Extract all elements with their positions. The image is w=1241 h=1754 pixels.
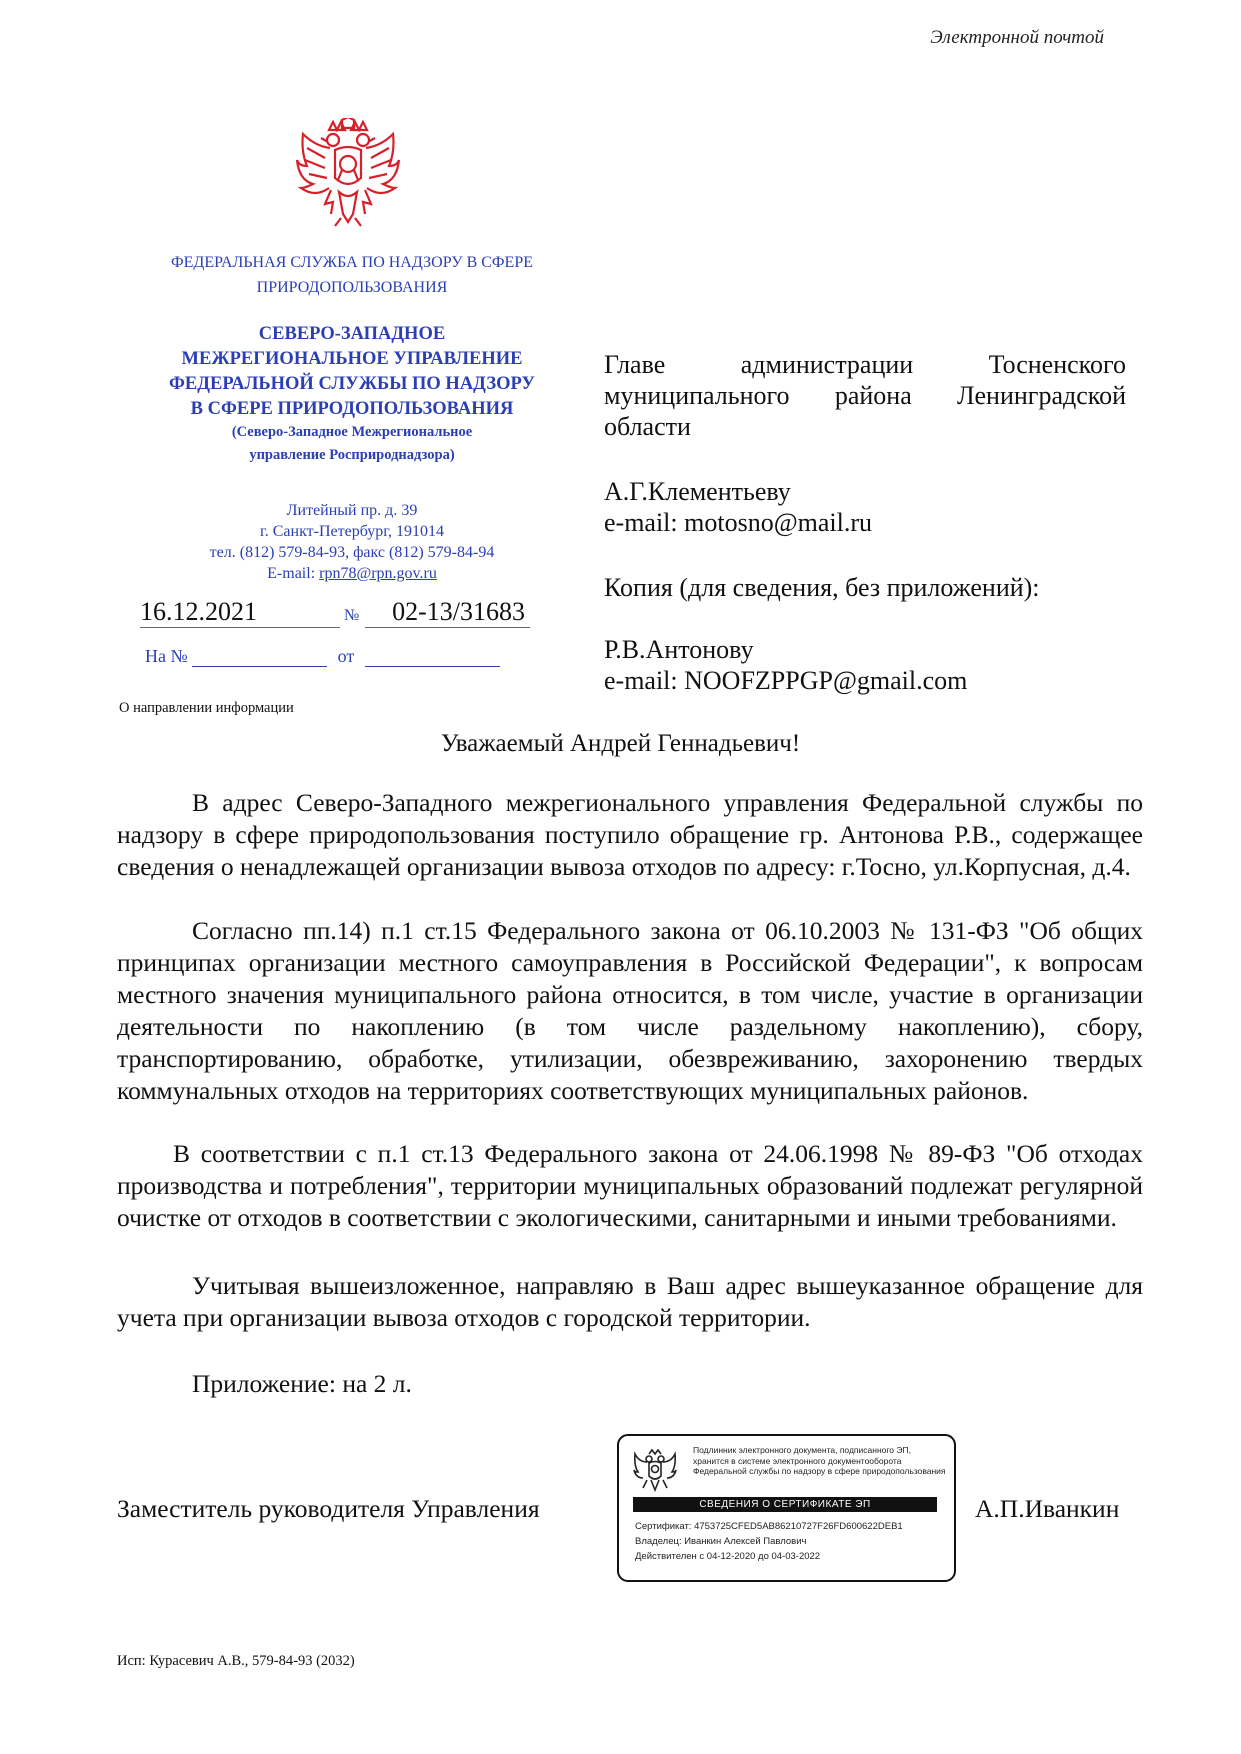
recipient-head: Главе администрации Тосненского муниципального района Ленинградской области <box>604 350 1126 441</box>
registration-line <box>137 597 577 633</box>
copy-recipient-email: e-mail: NOOFZPPGP@gmail.com <box>604 666 968 695</box>
reference-date-blank <box>365 652 500 667</box>
stamp-certificate-details <box>635 1519 951 1564</box>
delivery-method: Электронной почтой <box>930 27 1104 48</box>
department-line: МЕЖРЕГИОНАЛЬНОЕ УПРАВЛЕНИЕ <box>181 349 523 369</box>
sender-agency <box>137 250 567 300</box>
salutation: Уважаемый Андрей Геннадьевич! <box>440 730 801 757</box>
stamp-validity: Действителен с 04-12-2020 до 04-03-2022 <box>635 1551 821 1562</box>
signer-name: А.П.Иванкин <box>975 1494 1120 1523</box>
recipient-name: А.Г.Клементьеву <box>604 477 791 506</box>
executor-line: Исп: Курасевич А.В., 579-84-93 (2032) <box>117 1653 355 1669</box>
reference-from-label: от <box>337 646 355 666</box>
registration-date: 16.12.2021 <box>140 597 340 628</box>
recipient-email: e-mail: motosno@mail.ru <box>604 508 873 537</box>
body-paragraph: В соответствии с п.1 ст.13 Федерального закона от 24.06.1998 № 89-ФЗ "Об отходах производства и потребления", территории муниципальных образований подлежат регулярной очистке от отходов в соответствии с экологическими, санитарными и иными требованиями. <box>117 1139 1143 1232</box>
department-line: ФЕДЕРАЛЬНОЙ СЛУЖБЫ ПО НАДЗОРУ <box>169 374 535 394</box>
body-paragraph: Учитывая вышеизложенное, направляю в Ваш адрес вышеуказанное обращение для учета при организации вывоза отходов с городской территории. <box>117 1271 1143 1332</box>
department-line: В СФЕРЕ ПРИРОДОПОЛЬЗОВАНИЯ <box>190 399 514 419</box>
stamp-note: Подлинник электронного документа, подписанного ЭП, хранится в системе электронного документооборота Федеральной службы по надзору в сфере природопользования <box>693 1445 946 1476</box>
signer-title: Заместитель руководителя Управления <box>117 1494 540 1523</box>
sender-department <box>137 322 567 422</box>
stamp-emblem-icon <box>633 1448 677 1492</box>
reference-line <box>145 646 500 667</box>
copy-recipient-name: Р.В.Антонову <box>604 635 754 664</box>
stamp-owner: Владелец: Иванкин Алексей Павлович <box>635 1536 807 1547</box>
stamp-certificate: Сертификат: 4753725CFED5AB86210727F26FD600622DEB1 <box>635 1521 903 1532</box>
reference-number-blank <box>192 652 327 667</box>
reference-number-label: На № <box>145 646 188 666</box>
sender-address <box>137 500 567 584</box>
copy-recipient-block <box>604 634 1126 696</box>
email-label: E-mail: <box>267 565 320 582</box>
agency-line: ПРИРОДОПОЛЬЗОВАНИЯ <box>256 279 448 296</box>
recipient-name-block <box>604 476 1126 538</box>
address-city: г. Санкт-Петербург, 191014 <box>259 523 444 540</box>
copy-label: Копия (для сведения, без приложений): <box>604 573 1040 602</box>
address-phone: тел. (812) 579-84-93, факс (812) 579-84-94 <box>209 544 495 561</box>
registration-number: 02-13/31683 <box>365 597 530 628</box>
digital-signature-stamp <box>617 1434 956 1582</box>
department-short-line: (Северо-Западное Межрегиональное <box>231 424 473 440</box>
number-sign: № <box>344 607 360 624</box>
stamp-header-bar: СВЕДЕНИЯ О СЕРТИФИКАТЕ ЭП <box>633 1497 937 1512</box>
address-street: Литейный пр. д. 39 <box>286 502 418 519</box>
department-line: СЕВЕРО-ЗАПАДНОЕ <box>258 324 446 344</box>
department-short-line: управление Росприроднадзора) <box>249 447 455 463</box>
body-paragraph: В адрес Северо-Западного межрегионального управления Федеральной службы по надзору в сфере природопользования поступило обращение гр. Антонова Р.В., содержащее сведения о ненадлежащей организации вывоза отходов по адресу: г.Тосно, ул.Корпусная, д.4. <box>117 788 1143 881</box>
state-emblem-icon <box>295 118 401 228</box>
body-paragraph: Согласно пп.14) п.1 ст.15 Федерального закона от 06.10.2003 № 131-ФЗ "Об общих принципах организации местного самоуправления в Российской Федерации", к вопросам местного значения муниципального района относится, в том числе, участие в организации деятельности по накоплению (в том числе раздельному накоплению), сбору, транспортированию, обработке, утилизации, обезвреживанию, захоронению твердых коммунальных отходов на территориях соответствующих муниципальных районов. <box>117 916 1143 1105</box>
address-email-row <box>137 563 567 584</box>
agency-line: ФЕДЕРАЛЬНАЯ СЛУЖБА ПО НАДЗОРУ В СФЕРЕ <box>170 254 533 271</box>
subject: О направлении информации <box>119 700 294 716</box>
attachment-note: Приложение: на 2 л. <box>192 1369 412 1398</box>
sender-email-link[interactable]: rpn78@rpn.gov.ru <box>319 565 437 582</box>
sender-department-short <box>137 421 567 467</box>
